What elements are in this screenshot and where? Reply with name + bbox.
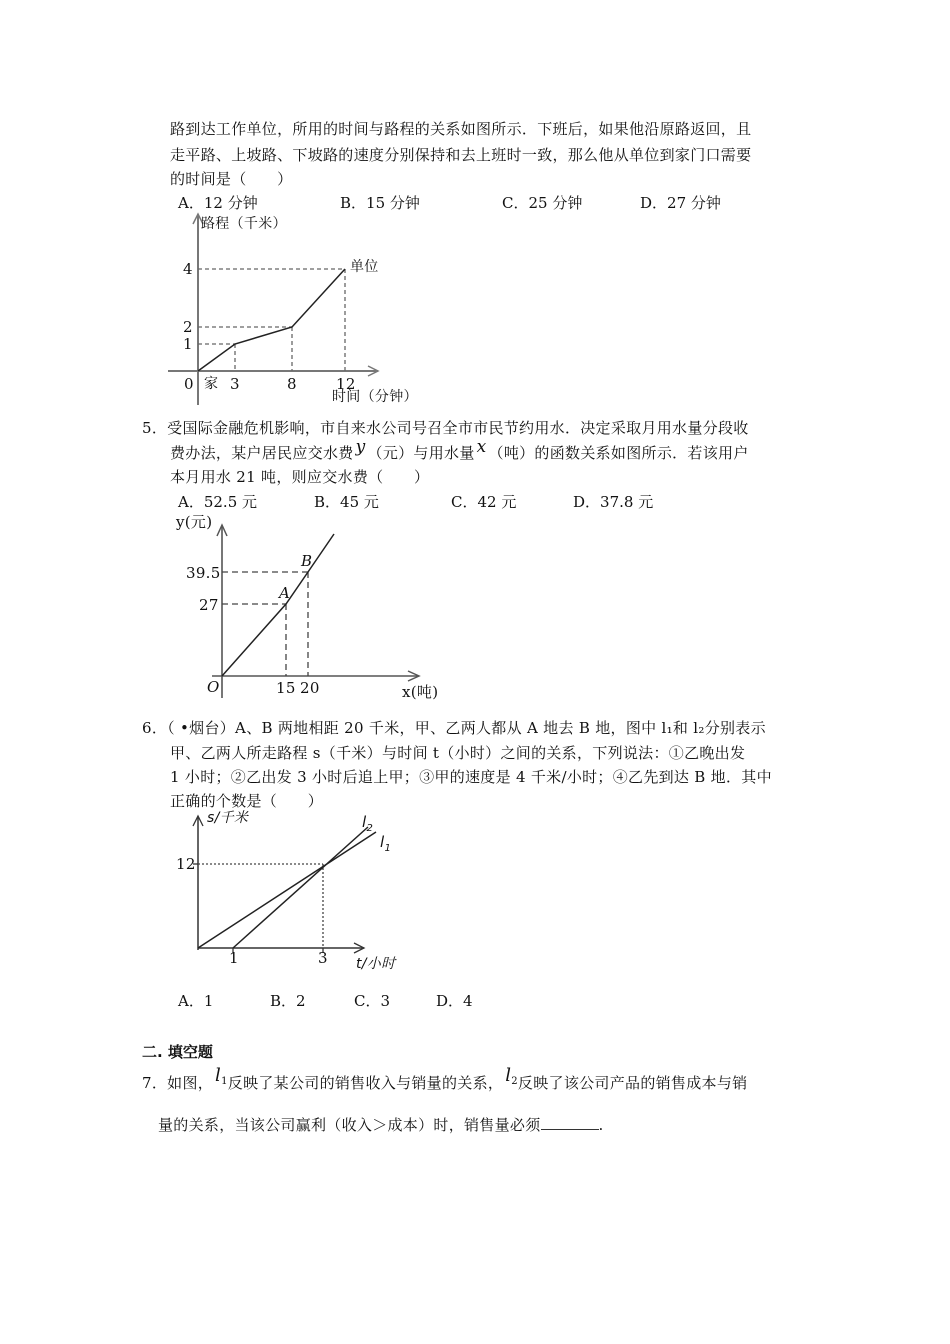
q7-suffix: 反映了该公司产品的销售成本与销 xyxy=(517,1074,748,1092)
q6-line1-l: l xyxy=(380,833,385,851)
q4-text-line-2: 走平路、上坡路、下坡路的速度分别保持和去上班时一致，那么他从单位到家门口需要 xyxy=(170,146,752,164)
q5-text-2a: 费办法，某户居民应交水费 xyxy=(170,444,354,462)
q6-option-c: C．3 xyxy=(354,992,391,1010)
q6-option-a: A．1 xyxy=(178,992,214,1010)
q6-option-b: B．2 xyxy=(270,992,306,1010)
q6-text-line-3: 1 小时；②乙出发 3 小时后追上甲；③甲的速度是 4 千米/小时；④乙先到达 B 地．其中 xyxy=(170,768,772,786)
q6-x-tick-3: 3 xyxy=(318,949,328,967)
q4-y-axis-label: 路程（千米） xyxy=(201,216,287,232)
q6-x-axis-label: t/小时 xyxy=(356,956,396,972)
q7-end: . xyxy=(598,1116,604,1134)
q4-origin-label: 0 xyxy=(184,375,194,393)
q7-l2: l xyxy=(505,1065,512,1086)
q5-x-axis-label: x(吨) xyxy=(402,683,439,701)
q7-l2-sub: 2 xyxy=(511,1076,518,1087)
q6-y-tick-12: 12 xyxy=(176,855,196,873)
q4-x-tick-8: 8 xyxy=(287,375,297,393)
q4-y-tick-4: 4 xyxy=(183,260,193,278)
q7-mid: 反映了某公司的销售收入与销量的关系， xyxy=(227,1074,504,1092)
q5-y-tick-27: 27 xyxy=(199,596,219,614)
q4-end-label: 单位 xyxy=(350,259,379,275)
q5-point-a-label: A xyxy=(279,584,291,602)
q5-var-x: x xyxy=(476,437,487,457)
q6-line2-l: l xyxy=(362,813,367,831)
q6-line2-label xyxy=(362,812,373,839)
q4-y-tick-2: 2 xyxy=(183,318,193,336)
q5-option-c: C．42 元 xyxy=(451,493,517,511)
q5-option-d: D．37.8 元 xyxy=(573,493,654,511)
q7-line2: 量的关系，当该公司赢利（收入＞成本）时，销售量必须 xyxy=(158,1116,541,1134)
q7-text-line-2 xyxy=(158,1115,604,1135)
q7-l1: l xyxy=(215,1065,222,1086)
q6-y-axis-label: s/千米 xyxy=(207,810,249,826)
q5-var-y: y xyxy=(355,437,366,457)
q5-text-2b: （元）与用水量 xyxy=(367,444,475,462)
q6-text-line-2: 甲、乙两人所走路程 s（千米）与时间 t（小时）之间的关系，下列说法：①乙晚出发 xyxy=(170,744,746,762)
q5-option-b: B．45 元 xyxy=(314,493,379,511)
q7-answer-blank[interactable] xyxy=(541,1115,599,1130)
q5-option-a: A．52.5 元 xyxy=(178,493,257,511)
q5-text-2c: （吨）的函数关系如图所示．若该用户 xyxy=(488,444,749,462)
q5-y-tick-39-5: 39.5 xyxy=(186,564,221,582)
q4-text-line-1: 路到达工作单位，所用的时间与路程的关系如图所示．下班后，如果他沿原路返回，且 xyxy=(170,120,752,138)
q6-option-d: D．4 xyxy=(436,992,473,1010)
q4-y-tick-1: 1 xyxy=(183,335,193,353)
q4-option-d: D．27 分钟 xyxy=(640,194,721,212)
q7-prefix: 7．如图， xyxy=(142,1074,214,1092)
q6-text-line-1: 6．（ •烟台）A、B 两地相距 20 千米，甲、乙两人都从 A 地去 B 地，图中 l₁和 l₂分别表示 xyxy=(142,719,766,737)
q7-text-line-1 xyxy=(142,1065,748,1100)
q4-x-tick-3: 3 xyxy=(230,375,240,393)
q5-x-tick-15: 15 xyxy=(276,679,296,697)
q4-x-tick-12: 12 xyxy=(336,375,356,393)
q4-x-axis-label: 时间（分钟） xyxy=(332,389,418,405)
q6-text-line-4: 正确的个数是（ ） xyxy=(170,792,324,810)
q6-line1-label xyxy=(380,832,391,859)
q4-option-a: A．12 分钟 xyxy=(178,194,258,212)
q4-text-line-3: 的时间是（ ） xyxy=(170,170,293,188)
q4-home-label: 家 xyxy=(204,376,219,392)
q5-point-b-label: B xyxy=(301,552,313,570)
q6-x-tick-1: 1 xyxy=(229,949,239,967)
q5-y-axis-label: y(元) xyxy=(176,513,213,531)
q4-option-c: C．25 分钟 xyxy=(502,194,583,212)
q5-text-line-3: 本月用水 21 吨，则应交水费（ ） xyxy=(170,468,430,486)
q5-text-line-1: 5．受国际金融危机影响，市自来水公司号召全市市民节约用水．决定采取月用水量分段收 xyxy=(142,419,749,437)
q6-line1-sub: 1 xyxy=(384,843,392,854)
section-title-fill-in: 二. 填空题 xyxy=(142,1043,213,1061)
q5-origin-label: O xyxy=(207,678,220,696)
q4-option-b: B．15 分钟 xyxy=(340,194,420,212)
q7-l1-sub: 1 xyxy=(221,1076,228,1087)
q6-line2-sub: 2 xyxy=(366,823,374,834)
q5-x-tick-20: 20 xyxy=(300,679,320,697)
